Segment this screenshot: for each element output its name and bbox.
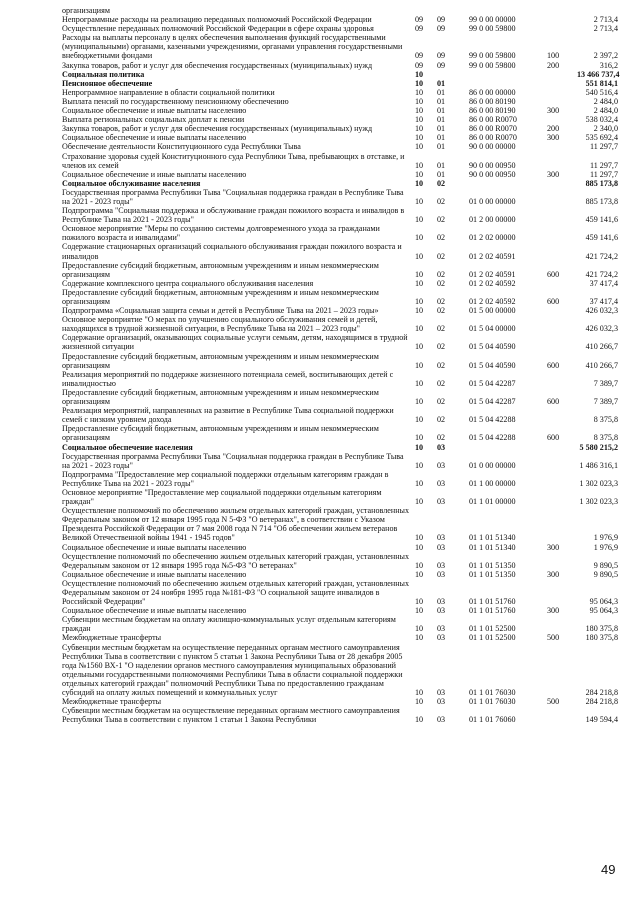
cell-pr: 02 [437,215,446,225]
cell-rz: 09 [415,60,424,70]
cell-csr: 01 1 01 51760 [469,606,516,616]
cell-sum: 421 724,2 [585,269,618,279]
cell-name: Содержание организаций, оказывающих социальные услуги семьям, детям, находящимся в трудной жизненной ситуации [62,333,408,352]
cell-rz: 10 [415,178,424,188]
table-row [62,470,618,488]
cell-sum: 37 417,4 [589,278,618,288]
cell-name: Предоставление субсидий бюджетным, автономным учреждениям и иным некоммерческим организациям [62,351,379,370]
cell-name: Государственная программа Республики Тыва "Социальная поддержка граждан в Республике Тыва на 2021 - 2023 годы" [62,187,404,206]
cell-vr: 300 [547,569,560,579]
cell-name: Социальная политика [62,69,145,79]
cell-rz: 10 [415,597,424,607]
table-row [62,70,618,79]
cell-rz: 10 [415,142,424,152]
cell-name: Содержание стационарных организаций социального обслуживания граждан пожилого возраста и инвалидов [62,242,402,261]
cell-rz: 09 [415,51,424,61]
cell-rz: 10 [415,633,424,643]
cell-sum: 540 516,4 [585,87,618,97]
cell-sum: 2 484,0 [593,96,618,106]
cell-pr: 02 [437,433,446,443]
cell-pr: 02 [437,178,446,188]
cell-pr: 03 [437,606,446,616]
cell-name: Государственная программа Республики Тыва "Социальная поддержка граждан в Республике Тыва на 2021 - 2023 годы" [62,451,404,470]
cell-rz: 10 [415,442,424,452]
table-row [62,488,618,506]
table-row [62,643,618,698]
cell-sum: 2 397,2 [593,51,618,61]
cell-rz: 10 [415,87,424,97]
cell-pr: 03 [437,697,446,707]
cell-rz: 10 [415,497,424,507]
cell-csr: 90 0 00 00950 [469,169,516,179]
cell-sum: 1 486 316,1 [579,460,618,470]
cell-rz: 10 [415,560,424,570]
cell-csr: 86 0 00 R0070 [469,115,517,125]
cell-name: Основное мероприятие "Предоставление мер социальной поддержки отдельным категориям граждан" [62,487,382,507]
cell-pr: 02 [437,297,446,306]
cell-rz: 10 [415,106,424,116]
cell-sum: 11 297,7 [589,169,618,179]
table-row [62,279,618,288]
cell-vr: 300 [547,169,560,179]
cell-rz: 10 [415,297,424,306]
cell-sum: 9 890,5 [593,560,618,570]
table-row [62,543,618,552]
cell-rz: 10 [415,378,424,388]
table-row [62,142,618,151]
cell-csr: 01 2 02 40591 [469,251,516,261]
table-row [62,452,618,470]
cell-vr: 600 [547,269,560,279]
cell-sum: 95 064,3 [589,606,618,616]
cell-sum: 459 141,6 [585,215,618,225]
cell-pr: 01 [437,87,446,97]
cell-pr: 03 [437,442,446,452]
cell-sum: 37 417,4 [589,297,618,306]
cell-name: Страхование здоровья судей Конституционного суда Республики Тыва, пребывающих в отставке, и членов их семей [62,151,405,170]
table-row [62,570,618,579]
table-row [62,388,618,406]
cell-rz: 10 [415,415,424,425]
cell-vr: 600 [547,360,560,370]
cell-vr: 300 [547,542,560,552]
cell-sum: 426 032,3 [585,324,618,334]
cell-pr: 03 [437,560,446,570]
table-row [62,406,618,424]
cell-pr: 02 [437,269,446,279]
cell-pr: 03 [437,533,446,543]
cell-vr: 600 [547,397,560,407]
cell-sum: 8 375,8 [593,415,618,425]
cell-name: Межбюджетные трансферты [62,633,162,643]
cell-csr: 86 0 00 R0070 [469,124,517,134]
table-row [62,615,618,633]
cell-rz: 10 [415,342,424,352]
cell-name: Социальное обеспечение и иные выплаты населению [62,106,247,116]
cell-rz: 10 [415,688,424,698]
cell-rz: 10 [415,115,424,125]
cell-sum: 8 375,8 [593,433,618,443]
cell-pr: 02 [437,360,446,370]
cell-pr: 03 [437,688,446,698]
cell-csr: 01 1 01 51350 [469,560,516,570]
cell-rz: 10 [415,542,424,552]
cell-name: Основное мероприятие "Меры по созданию системы долговременного ухода за гражданами пожилого возраста и инвалидами" [62,224,380,243]
table-row [62,79,618,88]
cell-sum: 149 594,4 [585,715,618,725]
cell-name: Непрограммное направление в области социальной политики [62,87,275,97]
table-row [62,15,618,24]
cell-name: Непрограммные расходы на реализацию переданных полномочий Российской Федерации [62,15,372,25]
table-row [62,306,618,315]
cell-rz: 10 [415,433,424,443]
cell-csr: 01 2 02 40591 [469,269,516,279]
cell-name: Основное мероприятие "О мерах по улучшению социального обслуживания семей и детей, находящихся в трудной жизненной ситуации, в Республике Тыва на 2021 – 2023 годы" [62,315,378,334]
cell-rz: 10 [415,69,424,79]
cell-csr: 01 1 01 51340 [469,533,516,543]
cell-pr: 02 [437,324,446,334]
cell-name: Подпрограмма "Социальная поддержка и обслуживание граждан пожилого возраста и инвалидов в Республике Тыва на 2021 - 2023 годы" [62,206,405,225]
cell-csr: 01 1 00 00000 [469,478,516,488]
cell-vr: 300 [547,106,560,116]
cell-sum: 885 173,8 [585,178,618,188]
page-number: 49 [601,862,616,877]
cell-rz: 10 [415,96,424,106]
cell-name: Осуществление переданных полномочий Российской Федерации в сфере охраны здоровья [62,24,374,34]
cell-name: Выплата региональных социальных доплат к пенсии [62,115,245,125]
cell-sum: 421 724,2 [585,251,618,261]
cell-csr: 01 1 01 51350 [469,569,516,579]
cell-name: Субвенции местным бюджетам на осуществление переданных органам местного самоуправления Республики Тыва в соответствии с пунктом 1 статьи 1 Закона Республики [62,706,400,725]
table-row [62,352,618,370]
cell-sum: 180 375,8 [585,624,618,634]
table-row [62,443,618,452]
cell-pr: 03 [437,569,446,579]
cell-name: Социальное обеспечение населения [62,442,193,452]
cell-csr: 01 5 04 42287 [469,378,516,388]
cell-rz: 10 [415,269,424,279]
cell-name: Субвенции местным бюджетам на осуществление переданных органам местного самоуправления Республики Тыва в соответствии с пунктом 5 статьи 1 Закона Республики Тыва от 28 декабря 2005 года №1560 ВХ-1 "О наделении органов местного самоуправления муниципальных образований отдельными государственными полномочиями Республики Тыва в области социальной поддержки отдельных категорий граждан" полномочий Республики Тыва по предоставлению гражданам субсидий на оплату жилых помещений и коммунальных услуг [62,642,403,698]
cell-csr: 01 2 02 40592 [469,297,516,306]
cell-csr: 01 5 04 40590 [469,342,516,352]
cell-sum: 538 032,4 [585,115,618,125]
table-row [62,552,618,570]
cell-pr: 02 [437,397,446,407]
cell-name: Закупка товаров, работ и услуг для обеспечения государственных (муниципальных) нужд [62,124,373,134]
cell-name: Осуществление полномочий по обеспечению жильем отдельных категорий граждан, установленных Федеральным законом от 12 января 1995 года N 5-ФЗ "О ветеранах", в соответствии с Указом Президента Российской Федерации от 7 мая 2008 года N 714 "Об обеспечении жильем ветеранов Великой Отечественной войны 1941 - 1945 годов" [62,506,410,543]
cell-pr: 03 [437,460,446,470]
table-row [62,206,618,224]
cell-pr: 01 [437,160,446,170]
cell-pr: 02 [437,342,446,352]
table-row [62,697,618,706]
cell-sum: 284 218,8 [585,688,618,698]
cell-sum: 410 266,7 [585,360,618,370]
cell-csr: 01 1 01 76030 [469,688,516,698]
cell-pr: 01 [437,96,446,106]
table-row [62,24,618,33]
cell-csr: 01 1 01 76030 [469,697,516,707]
cell-rz: 10 [415,78,424,88]
cell-name: Социальное обеспечение и иные выплаты населению [62,569,247,579]
cell-name: Предоставление субсидий бюджетным, автономным учреждениям и иным некоммерческим организациям [62,424,379,443]
cell-vr: 200 [547,60,560,70]
cell-sum: 316,2 [599,60,618,70]
cell-sum: 551 814,1 [585,78,618,88]
cell-sum: 1 302 023,3 [579,497,618,507]
table-row [62,170,618,179]
cell-csr: 99 0 00 00000 [469,15,516,25]
table-row [62,33,618,60]
cell-rz: 10 [415,306,424,316]
cell-sum: 426 032,3 [585,306,618,316]
cell-rz: 10 [415,251,424,261]
cell-rz: 10 [415,215,424,225]
table-row [62,88,618,97]
table-row [62,179,618,188]
cell-name: Предоставление субсидий бюджетным, автономным учреждениям и иным некоммерческим организациям [62,287,379,306]
cell-sum: 2 340,0 [593,124,618,134]
cell-sum: 13 466 737,4 [577,69,620,79]
table-row [62,133,618,142]
cell-pr: 03 [437,497,446,507]
cell-rz: 10 [415,160,424,170]
cell-csr: 01 5 04 42288 [469,415,516,425]
cell-name: Предоставление субсидий бюджетным, автономным учреждениям и иным некоммерческим организациям [62,387,379,407]
cell-pr: 09 [437,15,446,25]
table-row [62,506,618,542]
cell-sum: 885 173,8 [585,196,618,206]
cell-rz: 10 [415,397,424,407]
cell-pr: 02 [437,378,446,388]
cell-csr: 01 5 00 00000 [469,306,516,316]
cell-pr: 01 [437,169,446,179]
cell-sum: 2 713,4 [593,15,618,25]
cell-pr: 01 [437,142,446,152]
cell-sum: 11 297,7 [589,142,618,152]
cell-vr: 300 [547,133,560,143]
cell-csr: 01 2 02 00000 [469,233,516,243]
cell-csr: 01 0 00 00000 [469,460,516,470]
cell-rz: 10 [415,624,424,634]
table-row [62,152,618,170]
table-row [62,115,618,124]
table-row [62,106,618,115]
table-row [62,424,618,442]
cell-csr: 86 0 00 80190 [469,106,516,116]
cell-rz: 09 [415,24,424,34]
cell-pr: 02 [437,415,446,425]
cell-pr: 03 [437,542,446,552]
cell-rz: 10 [415,124,424,134]
cell-pr: 02 [437,278,446,288]
cell-name: Социальное обеспечение и иные выплаты населению [62,606,247,616]
table-row [62,242,618,260]
cell-pr: 03 [437,597,446,607]
cell-name: Содержание комплексного центра социального обслуживания населения [62,278,314,288]
table-row [62,261,618,279]
cell-rz: 10 [415,715,424,725]
cell-name: Пенсионное обеспечение [62,78,153,88]
cell-sum: 7 389,7 [593,378,618,388]
table-row [62,97,618,106]
cell-name: Предоставление субсидий бюджетным, автономным учреждениям и иным некоммерческим организациям [62,260,379,279]
cell-csr: 01 1 01 76060 [469,715,516,725]
cell-csr: 01 5 04 40590 [469,360,516,370]
cell-name: Осуществление полномочий по обеспечению жильем отдельных категорий граждан, установленных Федеральным законом от 24 ноября 1995 года №181-ФЗ "О социальной защите инвалидов в Российской Федерации" [62,578,410,607]
cell-rz: 10 [415,478,424,488]
cell-name: Социальное обслуживание населения [62,178,201,188]
table-row [62,315,618,333]
table-row [62,706,618,724]
cell-pr: 01 [437,115,446,125]
table-row [62,370,618,388]
cell-pr: 03 [437,478,446,488]
cell-sum: 5 580 215,2 [579,442,618,452]
table-row [62,188,618,206]
cell-sum: 535 692,4 [585,133,618,143]
cell-csr: 01 0 00 00000 [469,196,516,206]
table-row [62,606,618,615]
cell-vr: 300 [547,606,560,616]
cell-csr: 01 1 01 52500 [469,624,516,634]
cell-sum: 180 375,8 [585,633,618,643]
cell-csr: 01 1 01 51760 [469,597,516,607]
cell-pr: 01 [437,133,446,143]
cell-vr: 600 [547,297,560,306]
cell-rz: 10 [415,278,424,288]
cell-csr: 99 0 00 59800 [469,24,516,34]
table-row [62,224,618,242]
cell-rz: 10 [415,569,424,579]
cell-pr: 03 [437,624,446,634]
cell-csr: 01 1 01 00000 [469,497,516,507]
cell-vr: 500 [547,697,560,707]
cell-name: Подпрограмма «Социальная защита семьи и детей в Республике Тыва на 2021 – 2023 годы» [62,306,379,316]
cell-csr: 99 0 00 59800 [469,51,516,61]
cell-pr: 02 [437,196,446,206]
cell-pr: 09 [437,60,446,70]
cell-rz: 09 [415,15,424,25]
cell-vr: 500 [547,633,560,643]
cell-rz: 10 [415,133,424,143]
cell-rz: 10 [415,360,424,370]
cell-sum: 11 297,7 [589,160,618,170]
cell-csr: 01 1 01 52500 [469,633,516,643]
table-row [62,61,618,70]
cell-pr: 03 [437,633,446,643]
cell-name: Выплата пенсий по государственному пенсионному обеспечению [62,96,289,106]
cell-rz: 10 [415,169,424,179]
cell-sum: 410 266,7 [585,342,618,352]
cell-vr: 200 [547,124,560,134]
table-row [62,288,618,306]
cell-rz: 10 [415,697,424,707]
cell-csr: 86 0 00 R0070 [469,133,517,143]
cell-csr: 90 0 00 00950 [469,160,516,170]
cell-csr: 01 5 04 42287 [469,397,516,407]
cell-name: Подпрограмма "Предоставление мер социальной поддержки отдельным категориям граждан в Республике Тыва на 2021 - 2023 годы" [62,469,389,488]
cell-sum: 9 890,5 [593,569,618,579]
cell-pr: 02 [437,251,446,261]
cell-csr: 01 1 01 51340 [469,542,516,552]
cell-rz: 10 [415,324,424,334]
cell-vr: 100 [547,51,560,61]
table-row [62,579,618,606]
cell-name: Социальное обеспечение и иные выплаты населению [62,133,247,143]
cell-rz: 10 [415,460,424,470]
cell-name: организациям [62,6,110,15]
cell-rz: 10 [415,533,424,543]
budget-table [62,6,618,724]
cell-sum: 1 976,9 [593,533,618,543]
cell-rz: 10 [415,233,424,243]
cell-pr: 02 [437,306,446,316]
cell-sum: 95 064,3 [589,597,618,607]
cell-sum: 284 218,8 [585,697,618,707]
cell-pr: 09 [437,51,446,61]
cell-rz: 10 [415,606,424,616]
table-row [62,124,618,133]
cell-name: Социальное обеспечение и иные выплаты населению [62,542,247,552]
cell-sum: 2 484,0 [593,106,618,116]
cell-csr: 01 2 02 40592 [469,278,516,288]
cell-name: Осуществление полномочий по обеспечению жильем отдельных категорий граждан, установленных Федеральным законом от 12 января 1995 года №5-ФЗ "О ветеранах" [62,551,410,570]
cell-name: Реализация мероприятий, направленных на развитие в Республике Тыва социальной поддержки семей с низким уровнем дохода [62,406,394,425]
cell-pr: 03 [437,715,446,725]
cell-pr: 01 [437,78,446,88]
cell-csr: 99 0 00 59800 [469,60,516,70]
cell-name: Субвенции местным бюджетам на оплату жилищно-коммунальных услуг отдельным категориям граждан [62,615,396,634]
table-row [62,633,618,642]
cell-name: Закупка товаров, работ и услуг для обеспечения государственных (муниципальных) нужд [62,60,373,70]
cell-name: Расходы на выплаты персоналу в целях обеспечения выполнения функций государственными (муниципальными) органами, казенными учреждениями, органами управления государственными внебюджетными фондами [62,33,403,61]
cell-name: Социальное обеспечение и иные выплаты населению [62,169,247,179]
cell-name: Межбюджетные трансферты [62,697,162,707]
cell-sum: 1 976,9 [593,542,618,552]
cell-csr: 01 5 04 42288 [469,433,516,443]
cell-sum: 1 302 023,3 [579,478,618,488]
cell-pr: 02 [437,233,446,243]
cell-csr: 86 0 00 80190 [469,96,516,106]
cell-name: Реализация мероприятий по поддержке жизненного потенциала семей, воспитывающих детей с инвалидностью [62,369,394,388]
cell-pr: 09 [437,24,446,34]
cell-pr: 01 [437,106,446,116]
table-row [62,6,618,15]
cell-sum: 2 713,4 [593,24,618,34]
cell-csr: 01 5 04 00000 [469,324,516,334]
table-row [62,333,618,351]
cell-vr: 600 [547,433,560,443]
cell-pr: 01 [437,124,446,134]
cell-sum: 7 389,7 [593,397,618,407]
cell-csr: 01 2 00 00000 [469,215,516,225]
cell-rz: 10 [415,196,424,206]
cell-name: Обеспечение деятельности Конституционного суда Республики Тыва [62,142,301,152]
cell-csr: 90 0 00 00000 [469,142,516,152]
cell-sum: 459 141,6 [585,233,618,243]
cell-csr: 86 0 00 00000 [469,87,516,97]
